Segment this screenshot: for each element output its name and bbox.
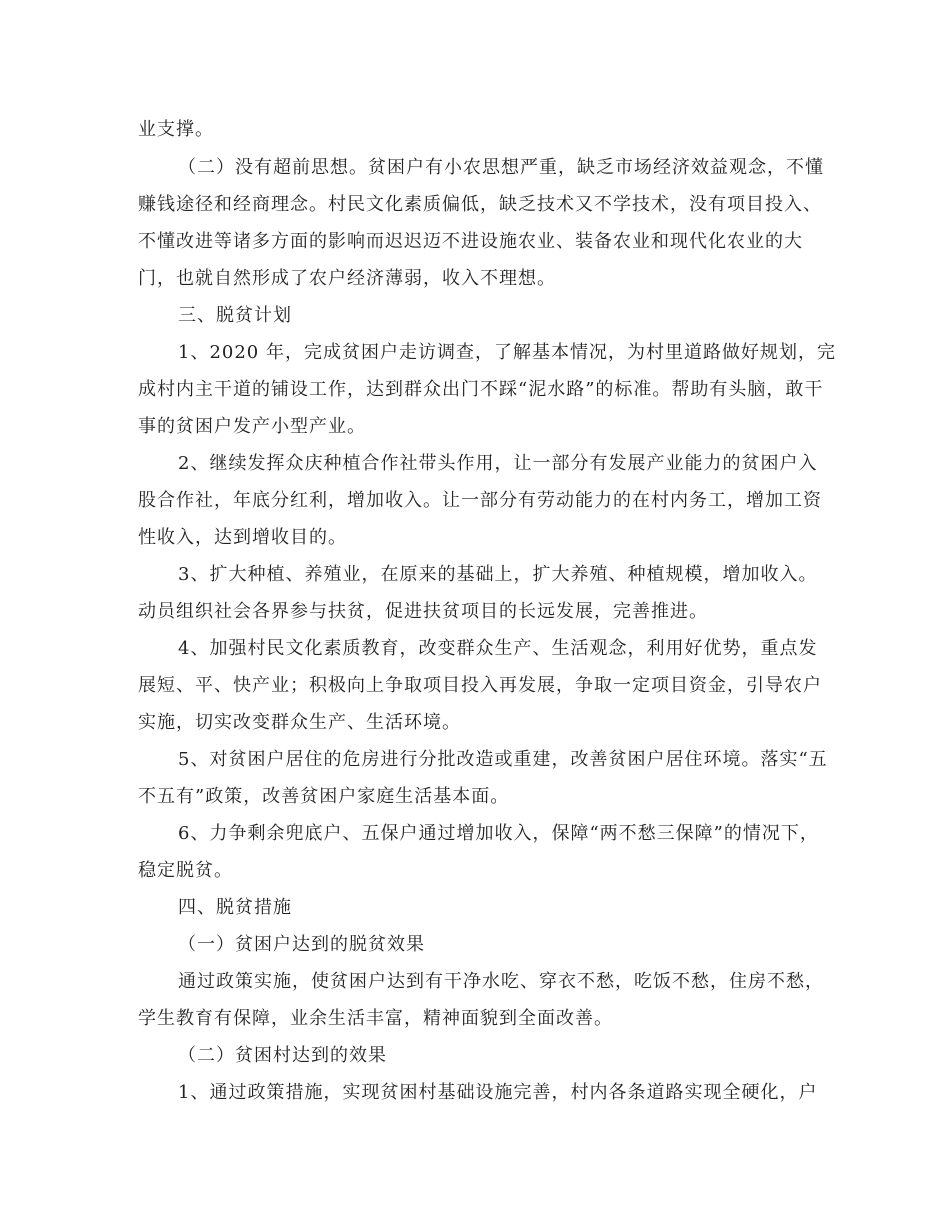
text-line: 不五有”政策，改善贫困户家庭生活基本面。 bbox=[138, 786, 510, 807]
text-line: 动员组织社会各界参与扶贫，促进扶贫项目的长远发展，完善推进。 bbox=[138, 601, 708, 622]
text-line: 6、力争剩余兜底户、五保户通过增加收入，保障“两不愁三保障”的情况下， bbox=[178, 823, 819, 844]
subsection-heading: （一）贫困户达到的脱贫效果 bbox=[178, 934, 425, 955]
text-line: 赚钱途径和经商理念。村民文化素质偏低，缺乏技术又不学技术，没有项目投入、 bbox=[138, 194, 822, 215]
text-line: 实施，切实改变群众生产、生活环境。 bbox=[138, 712, 461, 733]
text-line: 业支撑。 bbox=[138, 119, 214, 140]
section-heading: 三、脱贫计划 bbox=[178, 305, 292, 326]
text-line: 1、2020 年，完成贫困户走访调查，了解基本情况，为村里道路做好规划，完 bbox=[178, 342, 836, 363]
text-line: 成村内主干道的铺设工作，达到群众出门不踩“泥水路”的标准。帮助有头脑，敢干 bbox=[138, 379, 824, 400]
text-line: 5、对贫困户居住的危房进行分批改造或重建，改善贫困户居住环境。落实“五 bbox=[178, 749, 828, 770]
text-line: 1、通过政策措施，实现贫困村基础设施完善，村内各条道路实现全硬化，户 bbox=[178, 1082, 818, 1103]
text-line: 门，也就自然形成了农户经济薄弱，收入不理想。 bbox=[138, 268, 556, 289]
text-line: 股合作社，年底分红利，增加收入。让一部分有劳动能力的在村内务工，增加工资 bbox=[138, 490, 822, 511]
text-line: 展短、平、快产业；积极向上争取项目投入再发展，争取一定项目资金，引导农户 bbox=[138, 675, 822, 696]
paragraph-heading-line: （二）没有超前思想。贫困户有小农思想严重，缺乏市场经济效益观念，不懂 bbox=[178, 157, 824, 178]
text-line: 2、继续发挥众庆种植合作社带头作用，让一部分有发展产业能力的贫困户入 bbox=[178, 453, 818, 474]
text-line: 性收入，达到增收目的。 bbox=[138, 527, 347, 548]
text-line: 稳定脱贫。 bbox=[138, 860, 233, 881]
text-line: 通过政策实施，使贫困户达到有干净水吃、穿衣不愁，吃饭不愁，住房不愁， bbox=[178, 971, 824, 992]
text-line: 4、加强村民文化素质教育，改变群众生产、生活观念，利用好优势，重点发 bbox=[178, 638, 818, 659]
subsection-heading: （二）贫困村达到的效果 bbox=[178, 1045, 387, 1066]
section-heading: 四、脱贫措施 bbox=[178, 897, 292, 918]
text-line: 学生教育有保障，业余生活丰富，精神面貌到全面改善。 bbox=[138, 1008, 613, 1029]
text-line: 3、扩大种植、养殖业，在原来的基础上，扩大养殖、种植规模，增加收入。 bbox=[178, 564, 818, 585]
text-line: 事的贫困户发产小型产业。 bbox=[138, 416, 366, 437]
text-line: 不懂改进等诸多方面的影响而迟迟迈不进设施农业、装备农业和现代化农业的大 bbox=[138, 231, 803, 252]
